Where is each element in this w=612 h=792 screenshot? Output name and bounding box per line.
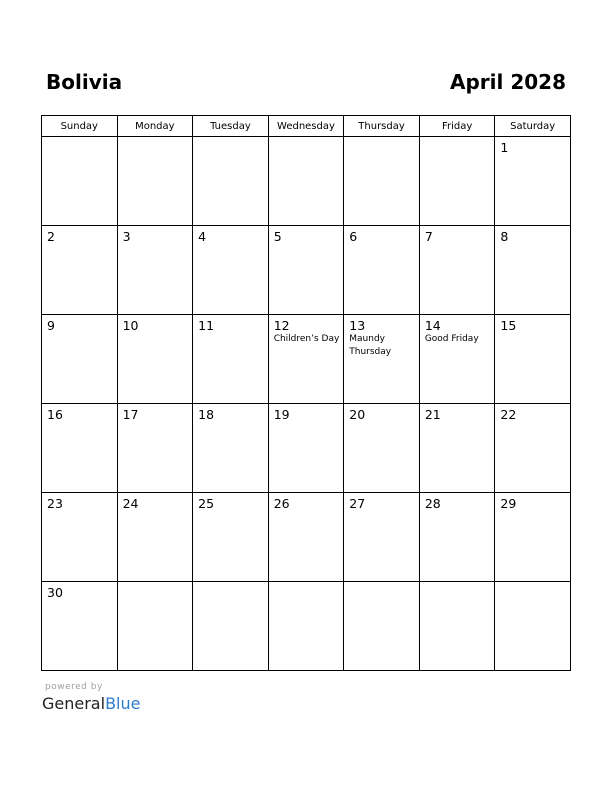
day-number [420,582,495,585]
day-number: 9 [47,318,55,333]
day-cell [268,226,344,315]
week-row [42,493,571,582]
calendar-body [42,137,571,671]
day-number: 21 [424,407,441,422]
day-number [118,137,193,140]
day-number [344,137,419,140]
holiday-label: Children’s Day [273,334,340,344]
day-number: 14 [424,318,441,333]
day-cell [344,493,420,582]
day-cell [419,315,495,404]
month-year-title: April 2028 [450,70,566,94]
day-cell [344,226,420,315]
day-number: 28 [424,496,441,511]
day-cell [495,137,571,226]
day-number: 23 [47,496,63,511]
day-number: 4 [198,229,207,244]
day-number: 7 [424,229,433,244]
day-cell [42,137,118,226]
day-cell [117,137,193,226]
calendar-grid [41,115,571,671]
day-number: 13 [349,318,366,333]
day-cell [268,493,344,582]
weekday-header: Saturday [495,116,571,137]
day-number [193,582,268,585]
brand-general-text: General [42,694,106,713]
day-cell [117,582,193,671]
brand-blue-text: Blue [105,694,141,713]
day-number: 10 [122,318,139,333]
day-number [42,137,117,140]
day-cell [419,404,495,493]
day-cell [419,493,495,582]
day-cell [117,404,193,493]
week-row [42,315,571,404]
day-number: 29 [500,496,517,511]
day-number: 24 [122,496,139,511]
day-cell [42,493,118,582]
generalblue-logo [42,694,140,713]
day-cell [117,493,193,582]
day-number: 6 [349,229,358,244]
day-cell [419,582,495,671]
day-cell [495,226,571,315]
week-row [42,226,571,315]
day-cell [193,493,269,582]
day-cell [42,315,118,404]
day-number [118,582,193,585]
day-number: 12 [273,318,290,333]
day-cell [42,582,118,671]
day-number [193,137,268,140]
day-number: 2 [47,229,55,244]
day-cell [495,493,571,582]
day-number: 27 [349,496,366,511]
day-cell [117,226,193,315]
weekday-header: Thursday [344,116,420,137]
day-cell [268,404,344,493]
country-title: Bolivia [46,70,123,94]
weekday-header: Monday [117,116,193,137]
day-cell [193,226,269,315]
day-number: 16 [47,407,63,422]
day-number: 19 [273,407,290,422]
day-cell [268,315,344,404]
day-number: 25 [198,496,215,511]
day-number: 18 [198,407,215,422]
day-number: 11 [198,318,215,333]
day-cell [495,404,571,493]
week-row [42,137,571,226]
holiday-label: Good Friday [424,334,479,344]
day-cell [344,315,420,404]
day-number: 26 [273,496,290,511]
day-number: 17 [122,407,139,422]
day-cell [344,404,420,493]
day-cell [268,582,344,671]
day-number [495,582,570,585]
weekday-header: Sunday [42,116,118,137]
day-number: 20 [349,407,366,422]
day-cell [419,137,495,226]
holiday-label: Maundy Thursday [349,334,392,357]
day-cell [419,226,495,315]
day-cell [117,315,193,404]
day-number [269,582,344,585]
day-number: 15 [500,318,517,333]
weekday-header: Friday [419,116,495,137]
day-number: 22 [500,407,517,422]
day-number: 5 [273,229,282,244]
day-cell [268,137,344,226]
weekday-header-row [42,116,571,137]
day-cell [344,137,420,226]
day-number [420,137,495,140]
weekday-header: Wednesday [268,116,344,137]
day-cell [495,582,571,671]
day-cell [42,404,118,493]
day-number: 8 [500,229,509,244]
day-number: 1 [500,140,509,155]
week-row [42,404,571,493]
day-number: 3 [122,229,131,244]
day-cell [193,582,269,671]
powered-by-label: powered by [45,682,103,692]
day-cell [42,226,118,315]
day-cell [193,315,269,404]
day-cell [193,137,269,226]
week-row [42,582,571,671]
day-number [344,582,419,585]
day-number: 30 [47,585,63,600]
day-number [269,137,344,140]
day-cell [344,582,420,671]
weekday-header: Tuesday [193,116,269,137]
day-cell [495,315,571,404]
day-cell [193,404,269,493]
